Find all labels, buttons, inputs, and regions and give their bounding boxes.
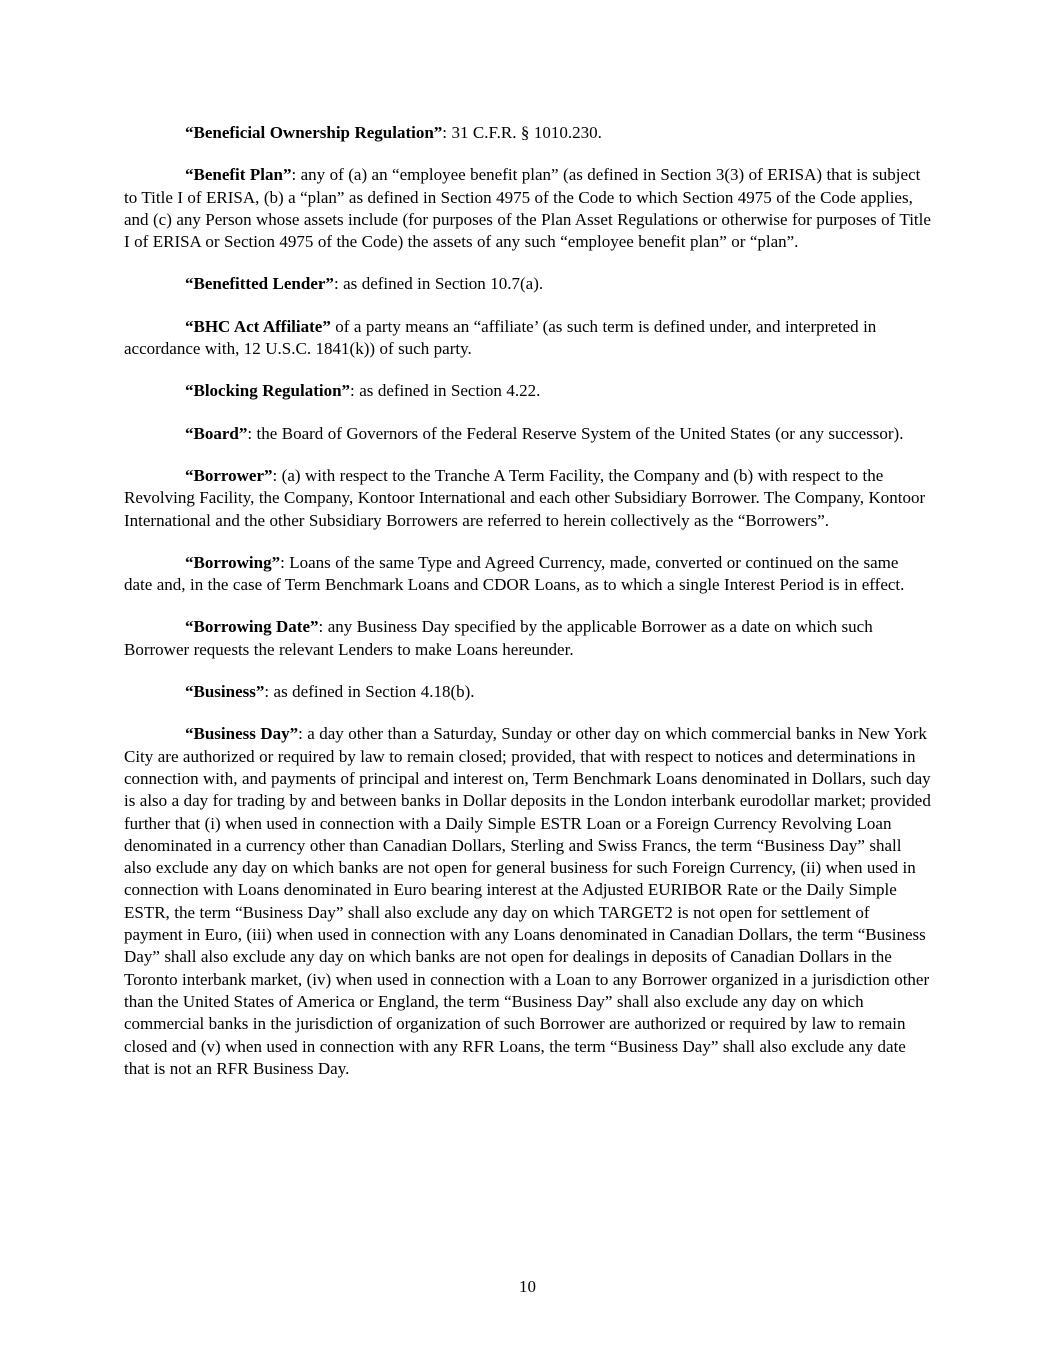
defined-term: “Borrowing” [185,552,281,572]
definition-paragraph [124,316,931,361]
definition-paragraph [124,273,931,295]
definition-text: : 31 C.F.R. § 1010.230. [442,123,602,142]
definition-text: : a day other than a Saturday, Sunday or other day on which commercial banks in New York City are authorized or required by law to remain closed; provided, that with respect to notices and determinations in connection with, and payments of principal and interest on, Term Benchmark Loans denominated in Dollars, such day is also a day for trading by and between banks in Dollar deposits in the London interbank eurodollar market; provided further that (i) when used in connection with a Daily Simple ESTR Loan or a Foreign Currency Revolving Loan denominated in a currency other than Canadian Dollars, Sterling and Swiss Francs, the term “Business Day” shall also exclude any day on which banks are not open for general business for such Foreign Currency, (ii) when used in connection with Loans denominated in Euro bearing interest at the Adjusted EURIBOR Rate or the Daily Simple ESTR, the term “Business Day” shall also exclude any day on which TARGET2 is not open for settlement of payment in Euro, (iii) when used in connection with any Loans denominated in Canadian Dollars, the term “Business Day” shall also exclude any day on which banks are not open for dealings in deposits of Canadian Dollars in the Toronto interbank market, (iv) when used in connection with a Loan to any Borrower organized in a jurisdiction other than the United States of America or England, the term “Business Day” shall also exclude any day on which commercial banks in the jurisdiction of organization of such Borrower are authorized or required by law to remain closed and (v) when used in connection with any RFR Loans, the term “Business Day” shall also exclude any date that is not an RFR Business Day. [124,724,931,1078]
definition-text: : Loans of the same Type and Agreed Currency, made, converted or continued on the same date and, in the case of Term Benchmark Loans and CDOR Loans, as to which a single Interest Period is in effect. [124,552,905,595]
defined-term: “Borrowing Date” [185,617,319,637]
definition-paragraph [124,122,931,144]
definition-text: : any of (a) an “employee benefit plan” (as defined in Section 3(3) of ERISA) that is subject to Title I of ERISA, (b) a “plan” as defined in Section 4975 of the Code to which Section 4975 of the Code applies, and (c) any Person whose assets include (for purposes of the Plan Asset Regulations or otherwise for purposes of Title I of ERISA or Section 4975 of the Code) the assets of any such “employee benefit plan” or “plan”. [124,165,931,252]
definition-paragraph [124,723,931,1080]
definition-paragraph [124,681,931,703]
definition-text: of a party means an “affiliate’ (as such term is defined under, and interpreted in accordance with, 12 U.S.C. 1841(k)) of such party. [124,316,877,359]
defined-term: “Board” [185,423,248,443]
defined-term: “Beneficial Ownership Regulation” [185,123,443,142]
defined-term: “Business” [185,682,265,702]
page-number: 10 [519,1277,536,1296]
definition-text: : as defined in Section 4.18(b). [264,682,475,702]
definition-text: : as defined in Section 4.22. [350,381,541,401]
definition-paragraph [124,164,931,253]
definition-text: : (a) with respect to the Tranche A Term Facility, the Company and (b) with respect to the Revolving Facility, the Company, Kontoor International and each other Subsidiary Borrower. The Company, Kontoor International and the other Subsidiary Borrowers are referred to herein collectively as the “Borrowers”. [124,465,926,530]
definitions-section [124,122,931,1080]
definition-text: : as defined in Section 10.7(a). [333,274,544,294]
defined-term: “BHC Act Affiliate” [185,316,331,336]
definition-paragraph [124,616,931,661]
defined-term: “Blocking Regulation” [185,381,351,401]
definition-text: : any Business Day specified by the applicable Borrower as a date on which such Borrower requests the relevant Lenders to make Loans hereunder. [124,617,873,659]
definition-text: : the Board of Governors of the Federal Reserve System of the United States (or any successor). [247,423,904,443]
defined-term: “Benefit Plan” [185,165,292,185]
defined-term: “Benefitted Lender” [185,274,334,294]
defined-term: “Business Day” [185,724,299,744]
definition-paragraph [124,380,931,402]
defined-term: “Borrower” [185,465,273,485]
definition-paragraph [124,552,931,597]
definition-paragraph [124,423,931,445]
definition-paragraph [124,465,931,532]
